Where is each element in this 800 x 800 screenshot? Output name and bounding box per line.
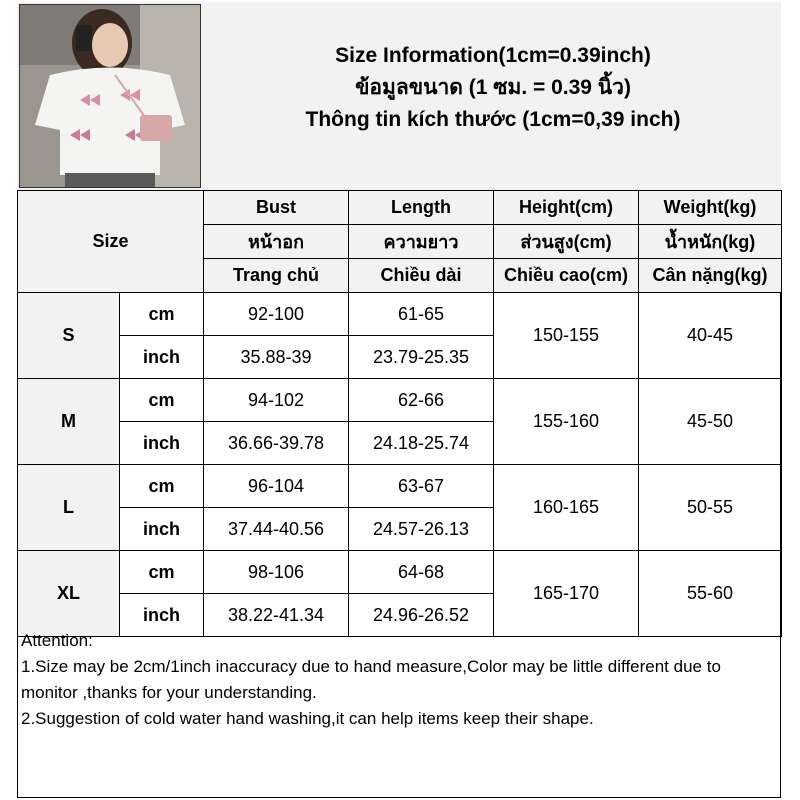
height-value: 155-160 [494,379,639,465]
table-row [18,379,782,422]
bust-value: 92-100 [204,293,349,336]
col-length-vi: Chiều dài [349,259,494,293]
col-length-en: Length [349,191,494,225]
height-value: 160-165 [494,465,639,551]
weight-value: 50-55 [639,465,782,551]
length-value: 24.96-26.52 [349,594,494,637]
bust-value: 38.22-41.34 [204,594,349,637]
bust-value: 96-104 [204,465,349,508]
table-row [18,293,782,336]
title-english: Size Information(1cm=0.39inch) [335,44,651,67]
note-1: 1.Size may be 2cm/1inch inaccuracy due to hand measure,Color may be little different due to monitor ,thanks for your understanding. [21,657,721,702]
col-height-th: ส่วนสูง(cm) [494,225,639,259]
title-thai: ข้อมูลขนาด (1 ซม. = 0.39 นิ้ว) [355,76,631,99]
unit-label: inch [120,508,204,551]
col-bust-en: Bust [204,191,349,225]
length-value: 24.18-25.74 [349,422,494,465]
size-label: M [18,379,120,465]
length-value: 62-66 [349,379,494,422]
col-length-th: ความยาว [349,225,494,259]
size-heading: Size [18,191,204,293]
weight-value: 45-50 [639,379,782,465]
col-weight-vi: Cân nặng(kg) [639,259,782,293]
unit-label: cm [120,293,204,336]
bust-value: 36.66-39.78 [204,422,349,465]
unit-label: cm [120,465,204,508]
header-row-en [18,191,782,225]
col-height-vi: Chiều cao(cm) [494,259,639,293]
length-value: 61-65 [349,293,494,336]
unit-label: cm [120,379,204,422]
length-value: 63-67 [349,465,494,508]
col-bust-th: หน้าอก [204,225,349,259]
attention-notes [21,628,779,732]
height-value: 150-155 [494,293,639,379]
col-height-en: Height(cm) [494,191,639,225]
height-value: 165-170 [494,551,639,637]
notes-heading: Attention: [21,631,93,650]
size-label: S [18,293,120,379]
unit-label: inch [120,336,204,379]
length-value: 23.79-25.35 [349,336,494,379]
bust-value: 37.44-40.56 [204,508,349,551]
bust-value: 35.88-39 [204,336,349,379]
col-weight-th: น้ำหนัก(kg) [639,225,782,259]
title-vietnamese: Thông tin kích thước (1cm=0,39 inch) [305,108,681,131]
unit-label: cm [120,551,204,594]
table-row [18,465,782,508]
length-value: 64-68 [349,551,494,594]
size-table [17,190,782,637]
weight-value: 40-45 [639,293,782,379]
unit-label: inch [120,594,204,637]
unit-label: inch [120,422,204,465]
table-row [18,551,782,594]
note-2: 2.Suggestion of cold water hand washing,it can help items keep their shape. [21,709,594,728]
size-label: L [18,465,120,551]
length-value: 24.57-26.13 [349,508,494,551]
col-weight-en: Weight(kg) [639,191,782,225]
title-block [205,40,781,136]
col-bust-vi: Trang chủ [204,259,349,293]
model-image [20,5,201,188]
weight-value: 55-60 [639,551,782,637]
bust-value: 94-102 [204,379,349,422]
product-photo [19,4,201,188]
size-label: XL [18,551,120,637]
bust-value: 98-106 [204,551,349,594]
